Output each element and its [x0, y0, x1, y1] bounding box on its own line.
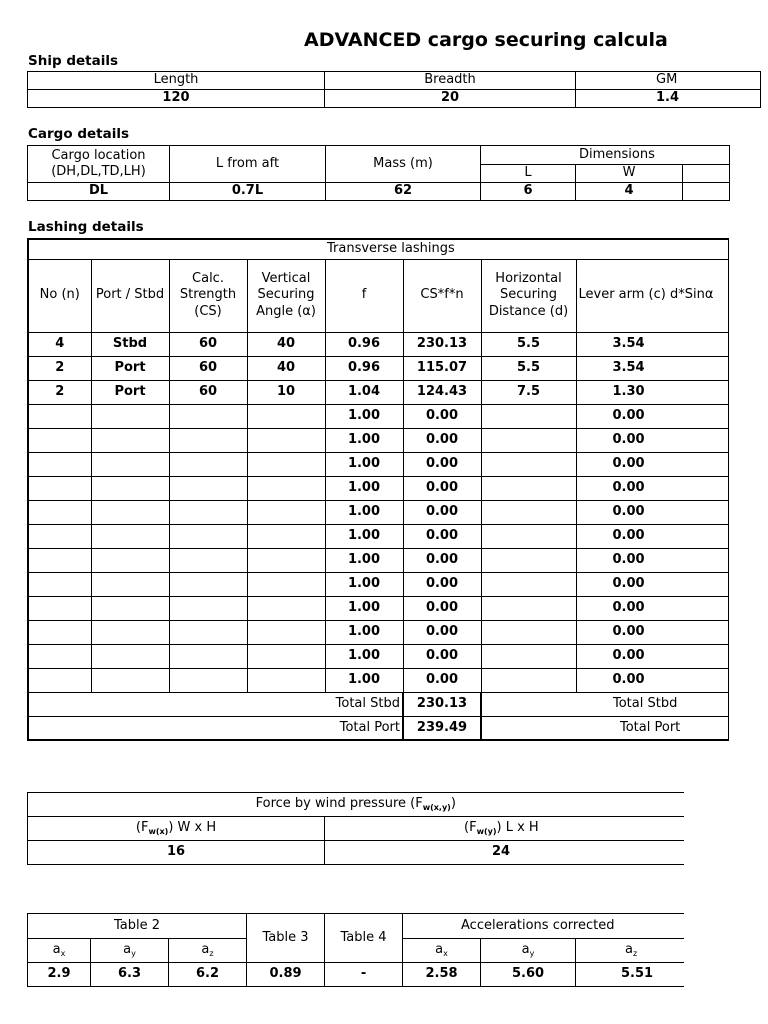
- dimension-w-value[interactable]: 4: [576, 183, 683, 201]
- lashing-cell-port-stbd[interactable]: [91, 476, 169, 500]
- lashing-cell-cs-f-n[interactable]: 0.00: [403, 428, 481, 452]
- wind-force-title-close: ): [450, 796, 456, 811]
- lashing-cell-f[interactable]: 1.00: [325, 548, 403, 572]
- lashing-row: [28, 620, 728, 644]
- lashing-cell-no[interactable]: 2: [28, 380, 91, 404]
- ship-gm-header: GM: [576, 72, 761, 90]
- lashing-cell-lever-arm[interactable]: 0.00: [576, 548, 728, 572]
- lashing-cell-vertical-angle[interactable]: [247, 548, 325, 572]
- t2-ay-value[interactable]: 6.3: [91, 963, 169, 987]
- lashing-cell-no[interactable]: [28, 668, 91, 692]
- lashing-cell-vertical-angle[interactable]: [247, 620, 325, 644]
- lashing-cell-vertical-angle[interactable]: [247, 668, 325, 692]
- lashing-cell-port-stbd[interactable]: [91, 404, 169, 428]
- lashing-cell-no[interactable]: [28, 452, 91, 476]
- lashing-cell-cs-f-n[interactable]: 0.00: [403, 572, 481, 596]
- lashing-row: [28, 332, 728, 356]
- lashing-cell-horizontal-distance[interactable]: [481, 548, 576, 572]
- lashing-cell-no[interactable]: [28, 548, 91, 572]
- lashing-cell-horizontal-distance[interactable]: [481, 404, 576, 428]
- lashing-cell-horizontal-distance[interactable]: 7.5: [481, 380, 576, 404]
- wind-table-wrap: [27, 792, 683, 865]
- lashing-row: [28, 548, 728, 572]
- corr-az-value[interactable]: 5.51: [576, 963, 684, 987]
- lashing-cell-horizontal-distance[interactable]: [481, 620, 576, 644]
- lashing-cell-horizontal-distance[interactable]: [481, 476, 576, 500]
- wind-fy-value[interactable]: 24: [325, 841, 684, 865]
- lashing-cell-port-stbd[interactable]: Port: [91, 380, 169, 404]
- lashing-cell-horizontal-distance[interactable]: [481, 572, 576, 596]
- lashing-cell-horizontal-distance[interactable]: [481, 668, 576, 692]
- t2-ax-value[interactable]: 2.9: [28, 963, 91, 987]
- wind-fx-header: [28, 817, 325, 841]
- wind-fy-rest: ) L x H: [496, 820, 539, 835]
- lashing-cell-lever-arm[interactable]: 0.00: [576, 644, 728, 668]
- total-stbd-value: 230.13: [403, 692, 481, 716]
- lashing-cell-cs-f-n[interactable]: 230.13: [403, 332, 481, 356]
- cargo-details-table: [27, 145, 730, 201]
- corr-ax-header: $a_x$: [403, 939, 481, 963]
- lashing-cell-port-stbd[interactable]: [91, 524, 169, 548]
- wind-fy-sub: w(y): [476, 827, 497, 836]
- mass-header: Mass (m): [326, 146, 481, 183]
- lashing-cell-vertical-angle[interactable]: 10: [247, 380, 325, 404]
- cargo-location-value[interactable]: DL: [28, 183, 170, 201]
- lashing-cell-f[interactable]: 1.00: [325, 428, 403, 452]
- lashing-cell-f[interactable]: 1.00: [325, 644, 403, 668]
- lashing-cell-vertical-angle[interactable]: [247, 572, 325, 596]
- dimension-h-header: [683, 165, 730, 183]
- lashing-cell-horizontal-distance[interactable]: [481, 524, 576, 548]
- lashing-cell-calc-strength[interactable]: [169, 644, 247, 668]
- lashing-row: [28, 428, 728, 452]
- wind-fx-open: (F: [135, 820, 149, 835]
- col-port-stbd-header: Port / Stbd: [91, 259, 169, 332]
- dimension-l-value[interactable]: 6: [481, 183, 576, 201]
- table4-value[interactable]: -: [325, 963, 403, 987]
- lashing-cell-no[interactable]: [28, 404, 91, 428]
- wind-fy-open: (F: [464, 820, 477, 835]
- lashing-cell-no[interactable]: [28, 428, 91, 452]
- lashing-cell-port-stbd[interactable]: [91, 428, 169, 452]
- wind-table: [27, 792, 684, 865]
- transverse-lashings-header: Transverse lashings: [28, 239, 728, 259]
- lashing-cell-cs-f-n[interactable]: 0.00: [403, 452, 481, 476]
- lashing-cell-port-stbd[interactable]: Port: [91, 356, 169, 380]
- lashing-cell-vertical-angle[interactable]: [247, 404, 325, 428]
- lashing-cell-no[interactable]: [28, 500, 91, 524]
- lashing-cell-port-stbd[interactable]: [91, 500, 169, 524]
- lashing-cell-f[interactable]: 1.04: [325, 380, 403, 404]
- table3-header: Table 3: [247, 914, 325, 963]
- lashing-cell-port-stbd[interactable]: [91, 644, 169, 668]
- total-stbd-label: Total Stbd: [28, 692, 403, 716]
- accel-table-wrap: [27, 913, 683, 987]
- lashing-cell-lever-arm[interactable]: 1.30: [576, 380, 728, 404]
- lashing-cell-lever-arm[interactable]: 0.00: [576, 476, 728, 500]
- lashing-cell-lever-arm[interactable]: 0.00: [576, 452, 728, 476]
- page-title: ADVANCED cargo securing calcula: [304, 29, 668, 51]
- lashing-cell-vertical-angle[interactable]: 40: [247, 356, 325, 380]
- ship-length-value[interactable]: 120: [28, 90, 325, 108]
- lashing-cell-vertical-angle[interactable]: [247, 596, 325, 620]
- col-calc-strength-header: Calc. Strength (CS): [169, 259, 247, 332]
- lashing-cell-no[interactable]: 4: [28, 332, 91, 356]
- lashing-cell-horizontal-distance[interactable]: [481, 428, 576, 452]
- t2-az-header: $a_z$: [169, 939, 247, 963]
- lashing-cell-cs-f-n[interactable]: 0.00: [403, 548, 481, 572]
- lashing-cell-calc-strength[interactable]: [169, 524, 247, 548]
- accel-table: [27, 913, 684, 987]
- l-from-aft-header: L from aft: [170, 146, 326, 183]
- lashing-cell-lever-arm[interactable]: 0.00: [576, 524, 728, 548]
- lashing-cell-calc-strength[interactable]: [169, 572, 247, 596]
- wind-fx-rest: ) W x H: [168, 820, 217, 835]
- lashing-cell-horizontal-distance[interactable]: [481, 596, 576, 620]
- lashing-cell-cs-f-n[interactable]: 0.00: [403, 620, 481, 644]
- lashing-cell-f[interactable]: 1.00: [325, 500, 403, 524]
- lashing-cell-vertical-angle[interactable]: [247, 524, 325, 548]
- lashing-row: [28, 356, 728, 380]
- lashing-cell-vertical-angle[interactable]: [247, 644, 325, 668]
- lashing-cell-calc-strength[interactable]: [169, 548, 247, 572]
- lashing-cell-calc-strength[interactable]: [169, 428, 247, 452]
- lashing-details-heading: Lashing details: [28, 219, 144, 235]
- lashing-row: [28, 524, 728, 548]
- lashing-cell-port-stbd[interactable]: [91, 596, 169, 620]
- lashing-cell-no[interactable]: [28, 644, 91, 668]
- corr-az-header: $a_z$: [576, 939, 684, 963]
- total-port-value: 239.49: [403, 716, 481, 740]
- lashing-row: [28, 476, 728, 500]
- lashing-cell-vertical-angle[interactable]: [247, 452, 325, 476]
- lashing-cell-horizontal-distance[interactable]: [481, 452, 576, 476]
- col-f-header: f: [325, 259, 403, 332]
- dimension-l-header: L: [481, 165, 576, 183]
- lashing-cell-f[interactable]: 1.00: [325, 668, 403, 692]
- wind-force-title: Force by wind pressure (F: [255, 796, 423, 811]
- dimension-w-header: W: [576, 165, 683, 183]
- wind-fx-value[interactable]: 16: [28, 841, 325, 865]
- right-total-stbd-label: Total Stbd: [481, 692, 728, 716]
- lashing-cell-lever-arm[interactable]: 0.00: [576, 620, 728, 644]
- lashing-row: [28, 380, 728, 404]
- ship-details-heading: Ship details: [28, 53, 118, 69]
- lashing-cell-cs-f-n[interactable]: 0.00: [403, 404, 481, 428]
- lashing-cell-f[interactable]: 1.00: [325, 476, 403, 500]
- lashing-cell-f[interactable]: 1.00: [325, 404, 403, 428]
- lashing-cell-f[interactable]: 1.00: [325, 572, 403, 596]
- lashing-cell-f[interactable]: 1.00: [325, 596, 403, 620]
- col-cs-f-n-header: CS*f*n: [403, 259, 481, 332]
- lashing-row: [28, 668, 728, 692]
- wind-fx-sub: w(x): [148, 827, 169, 836]
- col-horizontal-distance-header: Horizontal Securing Distance (d): [481, 259, 576, 332]
- lashing-cell-lever-arm[interactable]: 0.00: [576, 596, 728, 620]
- accel-corrected-header: Accelerations corrected: [403, 914, 684, 939]
- lashing-row: [28, 452, 728, 476]
- lashing-cell-calc-strength[interactable]: [169, 596, 247, 620]
- col-lever-arm-header: Lever arm (c) d*Sinα: [576, 259, 728, 332]
- lashing-cell-port-stbd[interactable]: [91, 452, 169, 476]
- lashing-cell-calc-strength[interactable]: [169, 620, 247, 644]
- right-total-port-label: Total Port: [481, 716, 728, 740]
- lashing-rows: [28, 332, 728, 692]
- dimensions-header: Dimensions: [481, 146, 730, 165]
- t2-ay-header: $a_y$: [91, 939, 169, 963]
- lashing-cell-lever-arm[interactable]: 0.00: [576, 668, 728, 692]
- lashing-cell-cs-f-n[interactable]: 115.07: [403, 356, 481, 380]
- lashing-cell-calc-strength[interactable]: [169, 404, 247, 428]
- lashing-cell-lever-arm[interactable]: 0.00: [576, 500, 728, 524]
- lashing-cell-no[interactable]: 2: [28, 356, 91, 380]
- lashing-cell-calc-strength[interactable]: [169, 500, 247, 524]
- lashing-cell-no[interactable]: [28, 596, 91, 620]
- t2-az-value[interactable]: 6.2: [169, 963, 247, 987]
- wind-force-title-sub: w(x,y): [422, 803, 451, 812]
- l-from-aft-value[interactable]: 0.7L: [170, 183, 326, 201]
- lashing-cell-calc-strength[interactable]: 60: [169, 332, 247, 356]
- wind-force-header: [28, 793, 684, 817]
- lashing-cell-f[interactable]: 0.96: [325, 332, 403, 356]
- lashing-cell-f[interactable]: 1.00: [325, 524, 403, 548]
- lashing-cell-lever-arm[interactable]: 0.00: [576, 428, 728, 452]
- lashing-cell-port-stbd[interactable]: [91, 668, 169, 692]
- ship-length-header: Length: [28, 72, 325, 90]
- lashing-cell-cs-f-n[interactable]: 0.00: [403, 500, 481, 524]
- lashing-cell-horizontal-distance[interactable]: [481, 500, 576, 524]
- cargo-details-table-wrap: [27, 145, 683, 201]
- lashing-cell-vertical-angle[interactable]: [247, 428, 325, 452]
- lashing-cell-calc-strength[interactable]: [169, 668, 247, 692]
- lashing-cell-port-stbd[interactable]: [91, 572, 169, 596]
- cargo-details-heading: Cargo details: [28, 126, 129, 142]
- lashing-cell-lever-arm[interactable]: 3.54: [576, 356, 728, 380]
- wind-fy-header: [325, 817, 684, 841]
- lashing-row: [28, 596, 728, 620]
- lashing-cell-calc-strength[interactable]: [169, 476, 247, 500]
- lashing-cell-calc-strength[interactable]: 60: [169, 356, 247, 380]
- lashing-cell-calc-strength[interactable]: 60: [169, 380, 247, 404]
- lashing-cell-horizontal-distance[interactable]: [481, 644, 576, 668]
- ship-details-table: [27, 71, 761, 108]
- ship-breadth-value[interactable]: 20: [325, 90, 576, 108]
- lashing-cell-f[interactable]: 1.00: [325, 452, 403, 476]
- lashing-cell-cs-f-n[interactable]: 0.00: [403, 596, 481, 620]
- lashing-table-wrap: [27, 238, 714, 741]
- lashing-cell-lever-arm[interactable]: 0.00: [576, 572, 728, 596]
- corr-ay-value[interactable]: 5.60: [481, 963, 576, 987]
- lashing-row: [28, 644, 728, 668]
- lashing-cell-f[interactable]: 0.96: [325, 356, 403, 380]
- lashing-row: [28, 572, 728, 596]
- lashing-cell-no[interactable]: [28, 476, 91, 500]
- corr-ax-value[interactable]: 2.58: [403, 963, 481, 987]
- cargo-location-header: Cargo location (DH,DL,TD,LH): [28, 146, 170, 183]
- lashing-cell-vertical-angle[interactable]: [247, 500, 325, 524]
- corr-ay-header: $a_y$: [481, 939, 576, 963]
- lashing-cell-port-stbd[interactable]: Stbd: [91, 332, 169, 356]
- lashing-cell-lever-arm[interactable]: 0.00: [576, 404, 728, 428]
- lashing-cell-no[interactable]: [28, 524, 91, 548]
- lashing-cell-vertical-angle[interactable]: [247, 476, 325, 500]
- lashing-row: [28, 404, 728, 428]
- lashing-cell-cs-f-n[interactable]: 0.00: [403, 644, 481, 668]
- col-vertical-angle-header: Vertical Securing Angle (α): [247, 259, 325, 332]
- ship-breadth-header: Breadth: [325, 72, 576, 90]
- lashing-cell-cs-f-n[interactable]: 0.00: [403, 524, 481, 548]
- lashing-cell-cs-f-n[interactable]: 0.00: [403, 476, 481, 500]
- col-no-header: No (n): [28, 259, 91, 332]
- table2-header: Table 2: [28, 914, 247, 939]
- lashing-cell-vertical-angle[interactable]: 40: [247, 332, 325, 356]
- lashing-cell-no[interactable]: [28, 572, 91, 596]
- dimension-h-value[interactable]: [683, 183, 730, 201]
- lashing-cell-lever-arm[interactable]: 3.54: [576, 332, 728, 356]
- mass-value[interactable]: 62: [326, 183, 481, 201]
- table3-value[interactable]: 0.89: [247, 963, 325, 987]
- lashing-cell-horizontal-distance[interactable]: 5.5: [481, 356, 576, 380]
- lashing-cell-no[interactable]: [28, 620, 91, 644]
- lashing-cell-port-stbd[interactable]: [91, 548, 169, 572]
- t2-ax-header: $a_x$: [28, 939, 91, 963]
- lashing-cell-cs-f-n[interactable]: 124.43: [403, 380, 481, 404]
- table4-header: Table 4: [325, 914, 403, 963]
- lashing-cell-horizontal-distance[interactable]: 5.5: [481, 332, 576, 356]
- lashing-cell-cs-f-n[interactable]: 0.00: [403, 668, 481, 692]
- lashing-cell-port-stbd[interactable]: [91, 620, 169, 644]
- ship-gm-value[interactable]: 1.4: [576, 90, 761, 108]
- lashing-cell-calc-strength[interactable]: [169, 452, 247, 476]
- lashing-table: [27, 238, 729, 741]
- lashing-cell-f[interactable]: 1.00: [325, 620, 403, 644]
- ship-details-table-wrap: [27, 71, 683, 108]
- lashing-row: [28, 500, 728, 524]
- total-port-label: Total Port: [28, 716, 403, 740]
